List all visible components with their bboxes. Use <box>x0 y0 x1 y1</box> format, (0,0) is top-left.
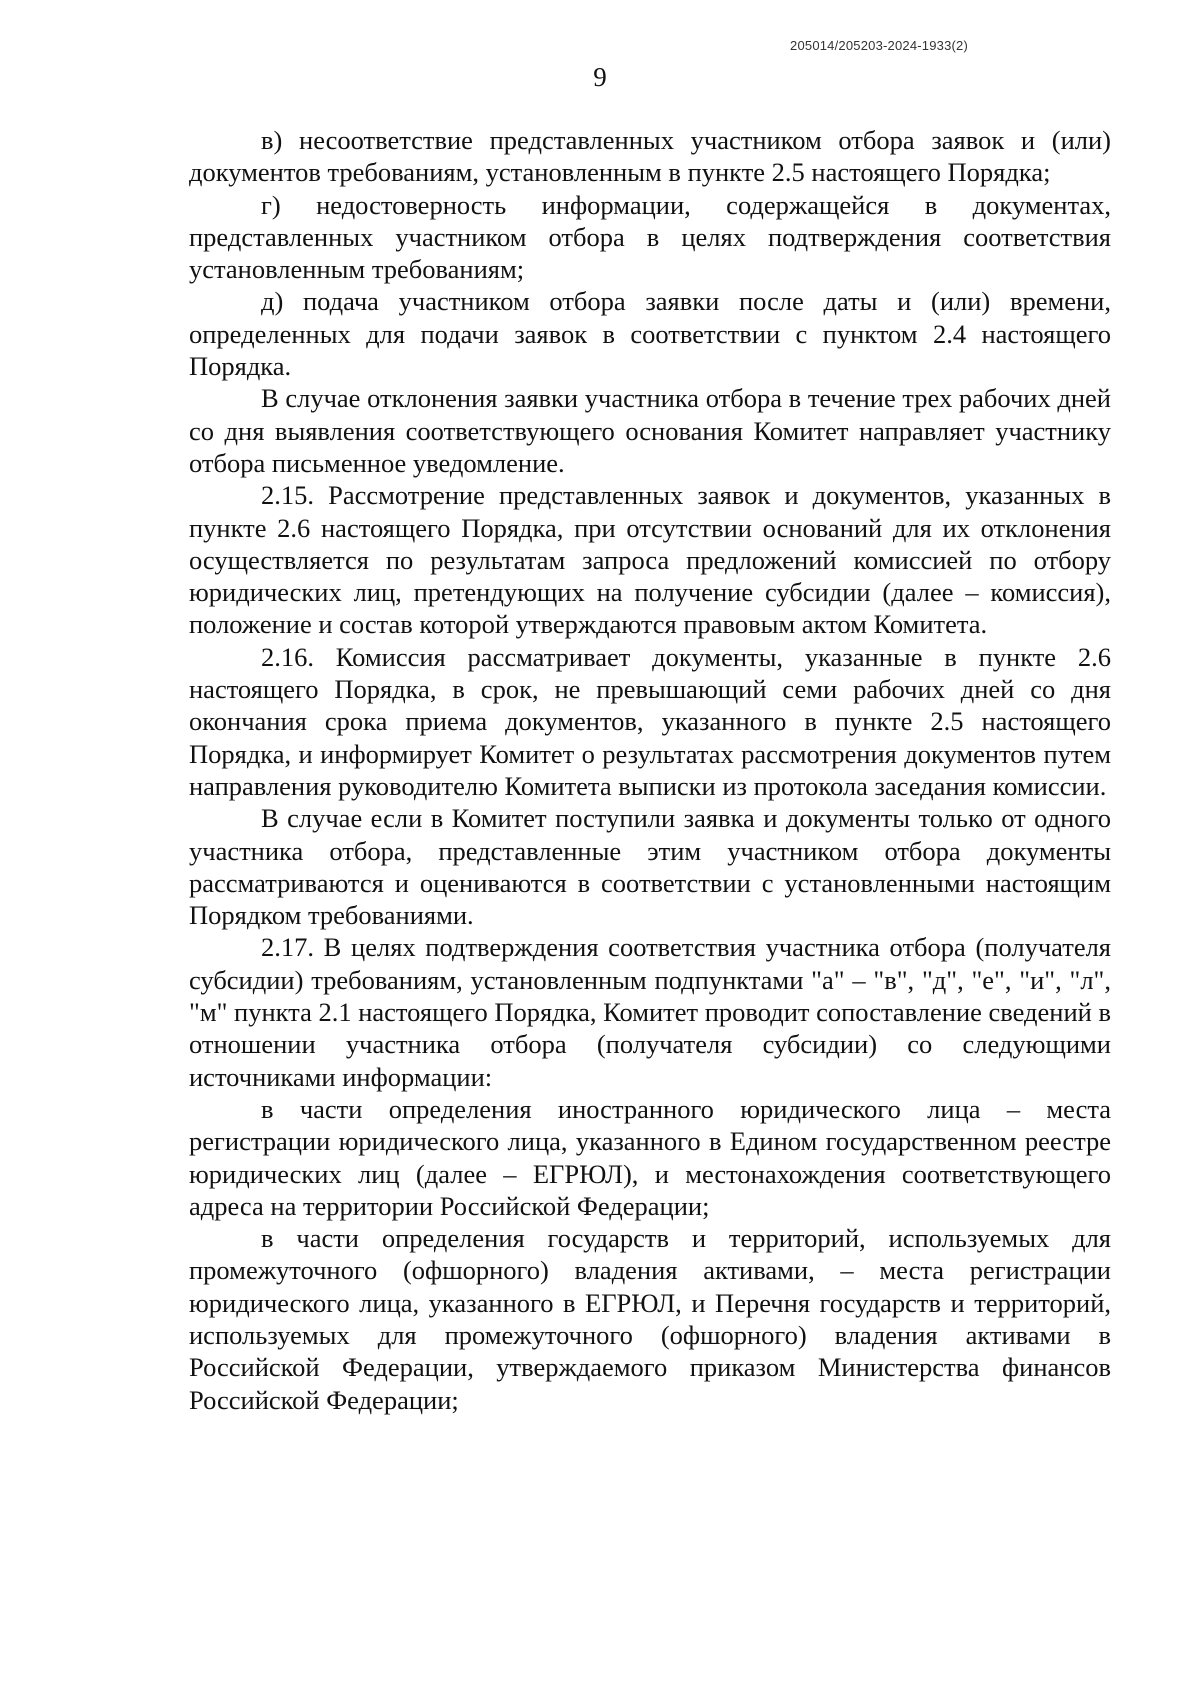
page-number: 9 <box>593 62 607 92</box>
document-body <box>189 124 1111 1416</box>
paragraph-2-16: 2.16. Комиссия рассматривает документы, указанные в пункте 2.6 настоящего Порядка, в срок, не превышающий семи рабочих дней со дня окончания срока приема документов, указанного в пункте 2.5 настоящего Порядка, и информирует Комитет о результатах рассмотрения документов путем направления руководителю Комитета выписки из протокола заседания комиссии. <box>189 641 1111 801</box>
paragraph-foreign-entity: в части определения иностранного юридического лица – места регистрации юридического лица, указанного в Едином государственном реестре юридических лиц (далее – ЕГРЮЛ), и местонахождения соответствующего адреса на территории Российской Федерации; <box>189 1093 1111 1221</box>
paragraph-2-15: 2.15. Рассмотрение представленных заявок и документов, указанных в пункте 2.6 настоящего Порядка, при отсутствии оснований для их отклонения осуществляется по результатам запроса предложений комиссией по отбору юридических лиц, претендующих на получение субсидии (далее – комиссия), положение и состав которой утверждаются правовым актом Комитета. <box>189 480 1111 640</box>
paragraph-2-17: 2.17. В целях подтверждения соответствия участника отбора (получателя субсидии) требованиям, установленным подпунктами "а" – "в", "д", "е", "и", "л", "м" пункта 2.1 настоящего Порядка, Комитет проводит сопоставление сведений в отношении участника отбора (получателя субсидии) со следующими источниками информации: <box>189 932 1111 1092</box>
paragraph-single-participant: В случае если в Комитет поступили заявка и документы только от одного участника отбора, представленные этим участником отбора документы рассматриваются и оцениваются в соответствии с установленными настоящим Порядком требованиями. <box>189 803 1111 931</box>
paragraph-rejection-notice: В случае отклонения заявки участника отбора в течение трех рабочих дней со дня выявления соответствующего основания Комитет направляет участнику отбора письменное уведомление. <box>189 383 1111 478</box>
document-registration-code: 205014/205203-2024-1933(2) <box>790 38 968 53</box>
paragraph-item-v: в) несоответствие представленных участником отбора заявок и (или) документов требованиям, установленным в пункте 2.5 настоящего Порядка; <box>189 125 1111 188</box>
paragraph-offshore-territories: в части определения государств и территорий, используемых для промежуточного (офшорного) владения активами, – места регистрации юридического лица, указанного в ЕГРЮЛ, и Перечня государств и территорий, используемых для промежуточного (офшорного) владения активами в Российской Федерации, утверждаемого приказом Министерства финансов Российской Федерации; <box>189 1223 1111 1415</box>
paragraph-item-d: д) подача участником отбора заявки после даты и (или) времени, определенных для подачи заявок в соответствии с пунктом 2.4 настоящего Порядка. <box>189 286 1111 382</box>
paragraph-item-g: г) недостоверность информации, содержащейся в документах, представленных участником отбора в целях подтверждения соответствия установленным требованиям; <box>189 189 1111 285</box>
